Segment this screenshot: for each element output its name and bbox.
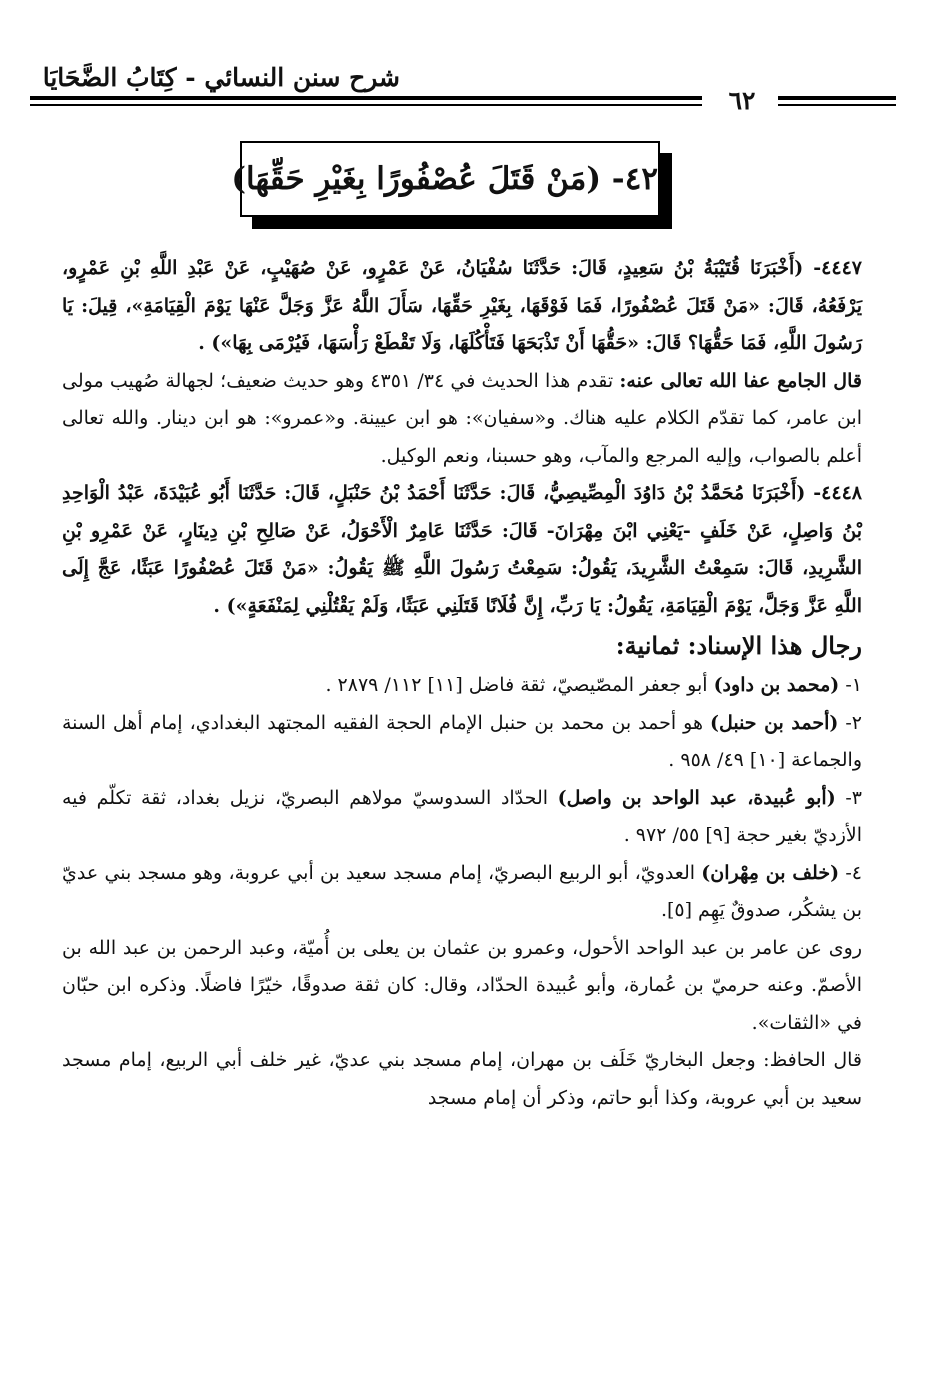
narrator-text: العدويّ، أبو الربيع البصريّ، إمام مسجد سعيد بن أبي عروبة، وهو مسجد بني عديّ بن يشكُر، صدوقٌ يَهِم [٥]. xyxy=(62,861,862,921)
narrator-2 xyxy=(62,705,862,780)
section-heading: رجال هذا الإسناد: ثمانية: xyxy=(615,631,862,660)
page-number: ٦٢ xyxy=(728,86,756,115)
narrator-number: ٣- xyxy=(835,786,862,809)
hadith-4447: ٤٤٤٧- (أَخْبَرَنَا قُتَيْبَةُ بْنُ سَعِيدٍ، قَالَ: حَدَّثَنَا سُفْيَانُ، عَنْ عَمْرٍو، عَنْ صُهَيْبٍ، عَنْ عَبْدِ اللَّهِ بْنِ عَمْرٍو، يَرْفَعُهُ، قَالَ: «مَنْ قَتَلَ عُصْفُورًا، فَمَا فَوْقَهَا، بِغَيْرِ حَقِّهَا، سَأَلَ اللَّهُ عَزَّ وَجَلَّ عَنْهَا يَوْمَ الْقِيَامَةِ»، قِيلَ: يَا رَسُولَ اللَّهِ، فَمَا حَقُّهَا؟ قَالَ: «حَقُّهَا أَنْ تَذْبَحَهَا فَتَأْكُلَهَا، وَلَا تَقْطَعْ رَأْسَهَا، فَيُرْمَى بِهَا») . xyxy=(62,257,862,354)
header-rule xyxy=(30,96,702,100)
running-header-title: شرح سنن النسائي - كِتَابُ الضَّحَايَا xyxy=(42,63,400,92)
narrator-number: ٢- xyxy=(838,711,862,734)
hafiz-note: قال الحافظ: وجعل البخاريّ خَلَف بن مهران، إمام مسجد بني عديّ، غير خلف أبي الربيع، إمام مسجد سعيد بن أبي عروبة، وكذا أبو حاتم، وذكر أن إمام مسجد xyxy=(62,1049,862,1109)
narrator-name: (محمد بن داود) xyxy=(713,674,840,696)
narrator-text: أبو جعفر المصّيصيّ، ثقة فاضل [١١] ١١٢/ ٢٨٧٩ . xyxy=(325,674,714,696)
header-rule-thin xyxy=(30,104,702,106)
narrator-number: ٤- xyxy=(839,861,862,884)
narrator-4-transmission: روى عن عامر بن عبد الواحد الأحول، وعمرو بن عثمان بن يعلى بن أُميّة، وعبد الرحمن بن عبد الله بن الأصمّ. وعنه حرميّ بن عُمارة، وأبو عُبيدة الحدّاد، وقال: كان ثقة صدوقًا، خيّرًا فاضلًا. وذكره ابن حبّان في «الثقات». xyxy=(62,936,862,1034)
commentary-paragraph xyxy=(62,363,862,476)
commentary-label: قال الجامع عفا الله تعالى عنه: xyxy=(619,369,862,392)
narrator-1 xyxy=(62,667,862,705)
narrator-number: ١- xyxy=(839,674,862,696)
commentary-text: تقدم هذا الحديث في ٣٤/ ٤٣٥١ وهو حديث ضعيف؛ لجهالة صُهيب مولى ابن عامر، كما تقدّم الكلام عليه هناك. و«سفيان»: هو ابن عيينة. و«عمرو»: هو ابن دينار. والله تعالى أعلم بالصواب، وإليه المرجع والمآب، وهو حسبنا، ونعم الوكيل. xyxy=(62,369,862,467)
narrator-name: (أحمد بن حنبل) xyxy=(709,711,839,734)
chapter-title-box xyxy=(231,141,660,217)
page-number-rule xyxy=(778,96,896,100)
narrator-4 xyxy=(62,855,862,930)
chapter-title: ٤٢- (مَنْ قَتَلَ عُصْفُورًا بِغَيْرِ حَقِّهَا) xyxy=(231,161,658,197)
hadith-4448: ٤٤٤٨- (أَخْبَرَنَا مُحَمَّدُ بْنُ دَاوُدَ الْمِصِّيصِيُّ، قَالَ: حَدَّثَنَا أَحْمَدُ بْنُ حَنْبَلٍ، قَالَ: حَدَّثَنَا أَبُو عُبَيْدَةَ، عَبْدُ الْوَاحِدِ بْنُ وَاصِلٍ، عَنْ خَلَفٍ -يَعْنِي ابْنَ مِهْرَانَ- قَالَ: حَدَّثَنَا عَامِرٌ الْأَحْوَلُ، عَنْ صَالِحِ بْنِ دِينَارٍ، عَنْ عَمْرِو بْنِ الشَّرِيدِ، قَالَ: سَمِعْتُ الشَّرِيدَ، يَقُولُ: سَمِعْتُ رَسُولَ اللَّهِ ﷺ يَقُولُ: «مَنْ قَتَلَ عُصْفُورًا عَبَثًا، عَجَّ إِلَى اللَّهِ عَزَّ وَجَلَّ، يَوْمَ الْقِيَامَةِ، يَقُولُ: يَا رَبِّ، إِنَّ فُلَانًا قَتَلَنِي عَبَثًا، وَلَمْ يَقْتُلْنِي لِمَنْفَعَةٍ») . xyxy=(62,482,862,617)
narrator-name: (أبو عُبيدة، عبد الواحد بن واصل) xyxy=(557,786,836,809)
page-number-rule-thin xyxy=(778,104,896,106)
narrator-text: هو أحمد بن محمد بن حنبل الإمام الحجة الفقيه المجتهد البغدادي، إمام أهل السنة والجماعة [١٠] ٤٩/ ٩٥٨ . xyxy=(62,711,862,771)
narrator-3 xyxy=(62,780,862,855)
body-text xyxy=(62,250,862,1117)
narrator-name: (خلف بن مِهْران) xyxy=(701,861,840,884)
narrator-text: الحدّاد السدوسيّ مولاهم البصريّ، نزيل بغداد، ثقة تكلّم فيه الأزديّ بغير حجة [٩] ٥٥/ ٩٧٢ . xyxy=(62,786,862,846)
